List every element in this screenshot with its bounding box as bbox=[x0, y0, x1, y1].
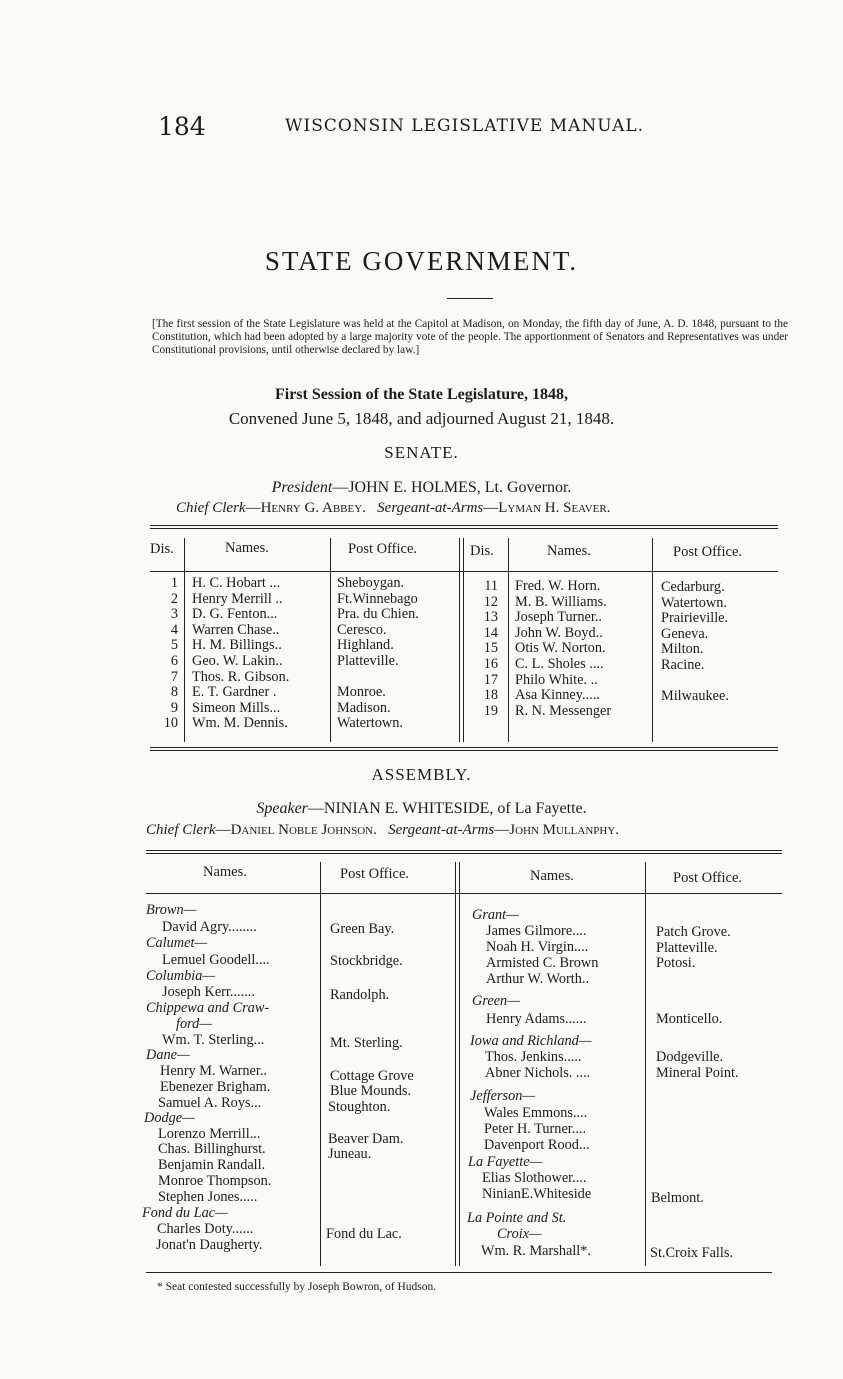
senator-name: Philo White. .. bbox=[515, 671, 598, 688]
member-post-office: Monticello. bbox=[656, 1011, 723, 1027]
session-title: First Session of the State Legislature, 1848, bbox=[274, 386, 568, 403]
senate-right-names-column bbox=[515, 579, 611, 719]
member-name: Stephen Jones..... bbox=[158, 1189, 258, 1205]
member-name: Ebenezer Brigham. bbox=[160, 1079, 271, 1095]
district-number: 1 bbox=[170, 575, 178, 591]
county-label: Croix— bbox=[497, 1226, 542, 1242]
member-post-office: Beaver Dam. bbox=[328, 1131, 404, 1147]
senator-post-office: Pra. du Chien. bbox=[337, 606, 419, 623]
assembly-heading: ASSEMBLY. bbox=[371, 765, 472, 784]
col-header-post-office: Post Office. bbox=[348, 541, 418, 557]
senate-vline bbox=[652, 538, 653, 742]
member-name: Lemuel Goodell.... bbox=[162, 952, 270, 968]
title-rule bbox=[447, 298, 493, 299]
senator-name: Otis W. Norton. bbox=[515, 640, 606, 657]
county-label: ford— bbox=[176, 1016, 213, 1032]
county-label: Columbia— bbox=[146, 968, 216, 984]
district-number: 3 bbox=[170, 606, 178, 623]
member-post-office: Belmont. bbox=[651, 1190, 704, 1206]
member-post-office: Cottage Grove bbox=[330, 1068, 414, 1084]
col-header-dis: Dis. bbox=[150, 541, 174, 557]
county-label: Jefferson— bbox=[470, 1088, 536, 1104]
district-number: 13 bbox=[483, 609, 498, 626]
senate-sergeant-label: Sergeant-at-Arms bbox=[377, 500, 484, 516]
senate-president bbox=[0, 479, 843, 497]
county-label: La Fayette— bbox=[468, 1154, 543, 1170]
assembly-rule-top2 bbox=[146, 853, 782, 854]
member-name: Wales Emmons.... bbox=[484, 1105, 588, 1121]
member-post-office: Fond du Lac. bbox=[326, 1226, 402, 1242]
senate-rule-head bbox=[150, 571, 778, 572]
senator-post-office: Ft.Winnebago bbox=[337, 590, 418, 607]
senator-post-office: Highland. bbox=[337, 637, 394, 654]
county-label: Dane— bbox=[146, 1047, 190, 1063]
senate-left-dis-column bbox=[150, 576, 178, 732]
member-name: Noah H. Virgin.... bbox=[486, 939, 589, 955]
senate-sergeant-name: —Lyman H. Seaver. bbox=[483, 500, 611, 516]
member-name: Arthur W. Worth.. bbox=[486, 971, 590, 987]
senate-vline bbox=[508, 538, 509, 742]
senate-heading: SENATE. bbox=[384, 443, 459, 462]
member-post-office: Potosi. bbox=[656, 955, 696, 971]
senator-name: Henry Merrill .. bbox=[192, 590, 283, 607]
senate-clerk-label: Chief Clerk bbox=[176, 500, 246, 516]
assembly-sergeant-name: —John Mullanphy. bbox=[494, 822, 620, 838]
member-name: James Gilmore.... bbox=[486, 923, 587, 939]
senate-right-dis-column bbox=[470, 579, 498, 719]
senate-left-names-column bbox=[192, 576, 289, 732]
member-name: Joseph Kerr....... bbox=[162, 984, 255, 1000]
district-number: 6 bbox=[170, 652, 178, 669]
district-number: 11 bbox=[484, 578, 498, 594]
member-name: Chas. Billinghurst. bbox=[158, 1141, 266, 1157]
president-name: —JOHN E. HOLMES, Lt. Governor. bbox=[332, 479, 572, 496]
col-header-dis: Dis. bbox=[470, 543, 494, 559]
speaker-label: Speaker bbox=[256, 800, 308, 817]
member-post-office: Platteville. bbox=[656, 940, 718, 956]
member-name: Benjamin Randall. bbox=[158, 1157, 266, 1173]
senator-name: John W. Boyd.. bbox=[515, 624, 603, 641]
senator-name: Simeon Mills... bbox=[192, 699, 281, 716]
assembly-speaker bbox=[0, 800, 843, 818]
member-post-office: Juneau. bbox=[328, 1146, 372, 1162]
district-number: 2 bbox=[170, 590, 178, 607]
district-number: 14 bbox=[483, 624, 498, 641]
senate-vline bbox=[463, 538, 464, 742]
senator-post-office: Ceresco. bbox=[337, 621, 387, 638]
senate-rule-bottom bbox=[150, 747, 778, 748]
senator-name: C. L. Sholes .... bbox=[515, 655, 604, 672]
assembly-clerks bbox=[146, 822, 619, 839]
member-name: Elias Slothower.... bbox=[482, 1170, 587, 1186]
member-name: Lorenzo Merrill... bbox=[158, 1126, 261, 1142]
district-number: 9 bbox=[170, 699, 178, 716]
district-number: 17 bbox=[483, 671, 498, 688]
district-number: 16 bbox=[483, 655, 498, 672]
senate-clerks bbox=[176, 500, 610, 517]
senator-post-office bbox=[661, 674, 729, 690]
district-number: 5 bbox=[170, 637, 178, 654]
district-number: 19 bbox=[483, 702, 498, 719]
county-label: Brown— bbox=[146, 902, 197, 918]
col-header-post-office: Post Office. bbox=[340, 866, 410, 882]
county-label: Calumet— bbox=[146, 935, 208, 951]
session-subtitle: Convened June 5, 1848, and adjourned August 21, 1848. bbox=[228, 409, 615, 428]
senator-name: D. G. Fenton... bbox=[192, 606, 278, 623]
county-label: Grant— bbox=[472, 907, 519, 923]
member-post-office: Green Bay. bbox=[330, 921, 395, 937]
member-post-office: Stoughton. bbox=[328, 1099, 391, 1115]
senator-post-office: Madison. bbox=[337, 699, 391, 716]
assembly-clerk-name: —Daniel Noble Johnson. bbox=[215, 822, 377, 838]
member-name: NinianE.Whiteside bbox=[482, 1186, 592, 1202]
senator-post-office: Geneva. bbox=[661, 625, 709, 642]
senator-post-office: Watertown. bbox=[661, 594, 727, 611]
senator-post-office: Milton. bbox=[661, 641, 704, 658]
senator-name: Geo. W. Lakin.. bbox=[192, 652, 283, 669]
county-label: Chippewa and Craw- bbox=[146, 1000, 270, 1016]
senator-name: Wm. M. Dennis. bbox=[192, 715, 288, 732]
member-post-office: Blue Mounds. bbox=[330, 1083, 412, 1099]
senator-post-office: Cedarburg. bbox=[661, 579, 725, 595]
assembly-rule-head bbox=[146, 893, 782, 894]
senator-post-office: Milwaukee. bbox=[661, 688, 729, 705]
senator-post-office: Watertown. bbox=[337, 715, 403, 732]
county-label: Fond du Lac— bbox=[142, 1205, 228, 1221]
assembly-vline bbox=[645, 862, 646, 1266]
senate-right-post-column bbox=[661, 580, 729, 720]
member-name: Henry Adams...... bbox=[486, 1011, 587, 1027]
page-title: STATE GOVERNMENT. bbox=[264, 246, 579, 276]
assembly-vline bbox=[459, 862, 460, 1266]
assembly-clerk-label: Chief Clerk bbox=[146, 822, 216, 838]
senator-name: Fred. W. Horn. bbox=[515, 578, 601, 594]
col-header-names: Names. bbox=[530, 868, 574, 884]
member-name: Samuel A. Roys... bbox=[158, 1095, 262, 1111]
district-number: 15 bbox=[483, 640, 498, 657]
senator-post-office: Prairieville. bbox=[661, 610, 729, 627]
member-name: Davenport Rood... bbox=[484, 1137, 590, 1153]
assembly-rule-bottom bbox=[146, 1272, 772, 1273]
member-post-office: Dodgeville. bbox=[656, 1049, 724, 1065]
member-post-office: Randolph. bbox=[330, 987, 390, 1003]
member-post-office: Mineral Point. bbox=[656, 1065, 739, 1081]
senator-post-office: Monroe. bbox=[337, 684, 386, 701]
member-post-office: St.Croix Falls. bbox=[650, 1245, 734, 1261]
district-number: 18 bbox=[483, 687, 498, 704]
member-name: Peter H. Turner.... bbox=[484, 1121, 587, 1137]
member-post-office: Mt. Sterling. bbox=[330, 1035, 403, 1051]
senate-vline bbox=[184, 538, 185, 742]
footnote: * Seat contested successfully by Joseph Bowron, of Hudson. bbox=[157, 1281, 437, 1293]
senator-post-office: Platteville. bbox=[337, 652, 399, 669]
senate-rule-top bbox=[150, 525, 778, 526]
col-header-names: Names. bbox=[203, 864, 247, 880]
speaker-name: —NINIAN E. WHITESIDE, of La Fayette. bbox=[307, 800, 587, 817]
senate-vline bbox=[330, 538, 331, 742]
senator-name: M. B. Williams. bbox=[515, 593, 607, 610]
member-name: Thos. Jenkins..... bbox=[485, 1049, 582, 1065]
assembly-vline bbox=[455, 862, 456, 1266]
senator-name: H. C. Hobart ... bbox=[192, 575, 281, 591]
district-number: 8 bbox=[170, 684, 178, 701]
member-name: Abner Nichols. .... bbox=[485, 1065, 591, 1081]
district-number: 12 bbox=[483, 593, 498, 610]
senator-post-office bbox=[337, 670, 419, 686]
senator-name: Warren Chase.. bbox=[192, 621, 280, 638]
senate-clerk-name: —Henry G. Abbey. bbox=[245, 500, 366, 516]
senate-left-post-column bbox=[337, 576, 419, 732]
county-label: Dodge— bbox=[144, 1110, 195, 1126]
member-name: Henry M. Warner.. bbox=[160, 1063, 267, 1079]
senate-vline bbox=[459, 538, 460, 742]
district-number: 10 bbox=[163, 715, 178, 732]
member-post-office: Patch Grove. bbox=[656, 924, 731, 940]
assembly-sergeant-label: Sergeant-at-Arms bbox=[388, 822, 495, 838]
senator-name: Asa Kinney..... bbox=[515, 687, 600, 704]
senator-post-office: Sheboygan. bbox=[337, 575, 405, 591]
senate-rule-bottom2 bbox=[150, 750, 778, 751]
assembly-vline bbox=[320, 862, 321, 1266]
district-number: 4 bbox=[170, 621, 178, 638]
county-label: Green— bbox=[472, 993, 520, 1009]
senator-name: R. N. Messenger bbox=[515, 702, 612, 719]
senator-name: E. T. Gardner . bbox=[192, 684, 277, 701]
member-post-office: Stockbridge. bbox=[330, 953, 403, 969]
member-name: David Agry........ bbox=[162, 919, 257, 935]
col-header-post-office: Post Office. bbox=[673, 544, 743, 560]
district-number: 7 bbox=[170, 668, 178, 685]
member-name: Wm. R. Marshall*. bbox=[481, 1243, 591, 1259]
col-header-names: Names. bbox=[547, 543, 591, 559]
senator-name: Thos. R. Gibson. bbox=[192, 668, 290, 685]
col-header-post-office: Post Office. bbox=[673, 870, 743, 886]
page-number: 184 bbox=[158, 112, 206, 141]
assembly-rule-top bbox=[146, 850, 782, 851]
member-name: Charles Doty...... bbox=[157, 1221, 254, 1237]
president-label: President bbox=[271, 479, 333, 496]
county-label: La Pointe and St. bbox=[467, 1210, 567, 1226]
senator-name: H. M. Billings.. bbox=[192, 637, 282, 654]
intro-paragraph: [The first session of the State Legislature was held at the Capitol at Madison, on Monday, the fifth day of June, A. D. 1848, pursuant to the Constitution, which had been adopted by a large majority vote of the people. The apportionment of Senators and Representatives was under Constitutional provisions, until otherwise declared by law.] bbox=[152, 318, 788, 356]
col-header-names: Names. bbox=[225, 540, 269, 556]
senate-rule-top2 bbox=[150, 528, 778, 529]
member-name: Armisted C. Brown bbox=[486, 955, 599, 971]
member-name: Jonat'n Daugherty. bbox=[156, 1237, 263, 1253]
running-title: WISCONSIN LEGISLATIVE MANUAL. bbox=[285, 116, 645, 136]
senator-post-office bbox=[661, 705, 729, 721]
senator-post-office: Racine. bbox=[661, 656, 705, 673]
member-name: Monroe Thompson. bbox=[158, 1173, 272, 1189]
county-label: Iowa and Richland— bbox=[470, 1033, 592, 1049]
senator-name: Joseph Turner.. bbox=[515, 609, 602, 626]
member-name: Wm. T. Sterling... bbox=[162, 1032, 265, 1048]
